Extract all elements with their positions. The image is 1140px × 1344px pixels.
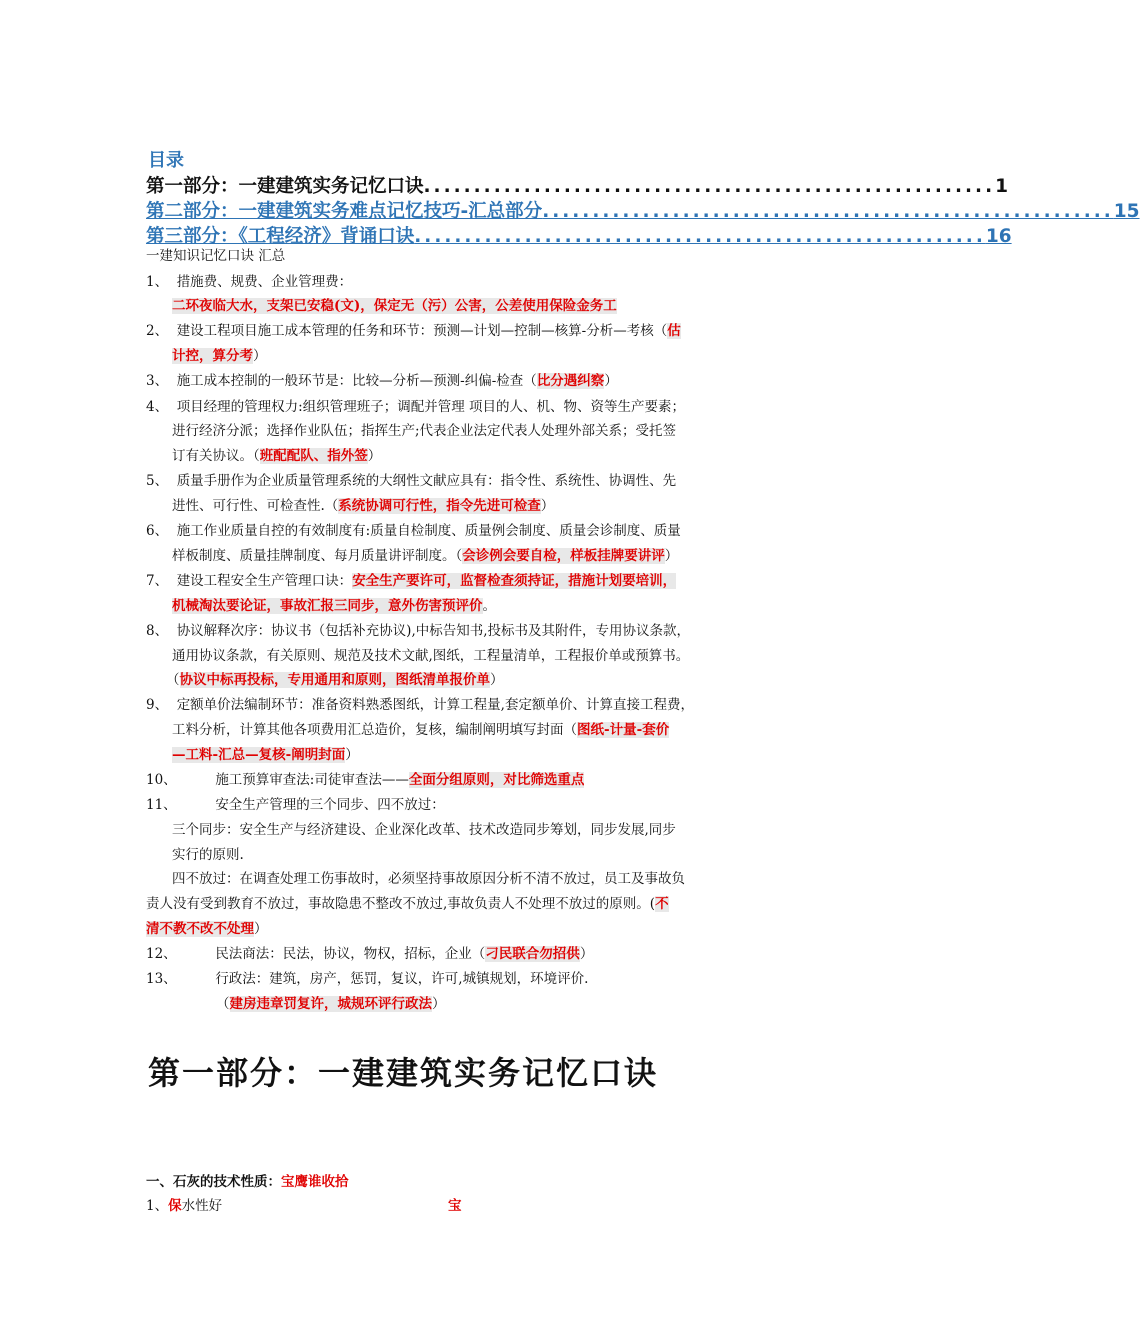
item-13: 13、 行政法：建筑，房产，惩罚，复议，许可,城镇规划，环境评价. — [146, 971, 589, 987]
item-11: 11、 安全生产管理的三个同步、四不放过： — [146, 797, 445, 813]
item-1: 1、 措施费、规费、企业管理费： — [146, 274, 353, 290]
item-3: 3、 施工成本控制的一般环节是：比较—分析—预测-纠偏-检查（比分遇纠察） — [146, 373, 618, 389]
item-13-l2: （建房违章罚复许，城规环评行政法） — [216, 996, 446, 1012]
item-5-l2: 进性、可行性、可检查性.（系统协调可行性，指令先进可检查） — [172, 498, 555, 514]
item-9-l3: —工料-汇总—复核-阐明封面） — [172, 747, 359, 763]
summary-title: 一建知识记忆口诀 汇总 — [146, 248, 286, 264]
item-5: 5、 质量手册作为企业质量管理系统的大纲性文献应具有：指令性、系统性、协调性、先 — [146, 473, 677, 489]
item-6-l2: 样板制度、质量挂牌制度、每月质量讲评制度。（会诊例会要自检，样板挂牌要讲评） — [172, 548, 679, 564]
item-7-l2: 机械淘汰要论证，事故汇报三同步，意外伤害预评价。 — [172, 598, 496, 614]
toc-entry-2[interactable]: 第二部分：一建建筑实务难点记忆技巧-汇总部分 ......................................................... 15 — [146, 201, 1140, 222]
toc-entry-1[interactable]: 第一部分：一建建筑实务记忆口诀 ......................................................... 1 — [146, 176, 1008, 197]
item-11-l3: 四不放过：在调查处理工伤事故时，必须坚持事故原因分析不清不放过，员工及事故负 — [172, 871, 685, 887]
lime-section-title: 一、石灰的技术性质：宝鹰谁收拾 — [146, 1174, 349, 1190]
item-7: 7、 建设工程安全生产管理口诀：安全生产要许可，监督检查须持证，措施计划要培训， — [146, 573, 677, 589]
lime-item-1: 1、保水性好 — [146, 1198, 223, 1214]
item-11-l5: 清不教不改不处理） — [146, 921, 268, 937]
item-8-l2: 通用协议条款，有关原则、规范及技术文献,图纸，工程量清单，工程报价单或预算书。 — [172, 648, 690, 664]
item-4: 4、 项目经理的管理权力:组织管理班子；调配并管理 项目的人、机、物、资等生产要素； — [146, 399, 686, 415]
item-9: 9、 定额单价法编制环节：准备资料熟悉图纸，计算工程量,套定额单价、计算直接工程费， — [146, 697, 694, 713]
item-11-l4: 责人没有受到教育不放过，事故隐患不整改不放过,事故负责人不处理不放过的原则。(不 — [146, 896, 669, 912]
item-4-l2: 进行经济分派；选择作业队伍；指挥生产;代表企业法定代表人处理外部关系；受托签 — [172, 423, 677, 439]
item-2: 2、 建设工程项目施工成本管理的任务和环节：预测—计划—控制—核算-分析—考核（估 — [146, 323, 681, 339]
item-9-l2: 工料分析，计算其他各项费用汇总造价，复核，编制阐明填写封面（图纸-计量-套价 — [172, 722, 670, 738]
item-11-l2: 实行的原则. — [172, 847, 244, 863]
item-11-l1: 三个同步：安全生产与经济建设、企业深化改革、技术改造同步筹划，同步发展,同步 — [172, 822, 676, 838]
item-8: 8、 协议解释次序：协议书（包括补充协议),中标告知书,投标书及其附件，专用协议条款， — [146, 623, 691, 639]
part1-heading: 第一部分：一建建筑实务记忆口诀 — [148, 1054, 659, 1092]
item-4-l3: 订有关协议。（班配配队、指外签） — [172, 448, 382, 464]
toc-entry-3[interactable]: 第三部分：《工程经济》背诵口诀 ......................................................... 16 — [146, 226, 1012, 247]
lime-item-1-mnemonic: 宝 — [448, 1198, 462, 1214]
item-1-mnemonic: 二环夜临大水，支架已安稳(文)，保定无（污）公害，公差使用保险金务工 — [172, 298, 617, 314]
item-2-cont: 计控，算分考） — [172, 348, 267, 364]
item-10: 10、 施工预算审查法:司徒审查法——全面分组原则，对比筛选重点 — [146, 772, 585, 788]
item-6: 6、 施工作业质量自控的有效制度有:质量自检制度、质量例会制度、质量会诊制度、质量 — [146, 523, 681, 539]
item-12: 12、 民法商法：民法，协议，物权，招标，企业（刁民联合勿招供） — [146, 946, 594, 962]
toc-title: 目录 — [148, 150, 184, 171]
item-8-l3: （协议中标再投标，专用通用和原则，图纸清单报价单） — [166, 672, 504, 688]
